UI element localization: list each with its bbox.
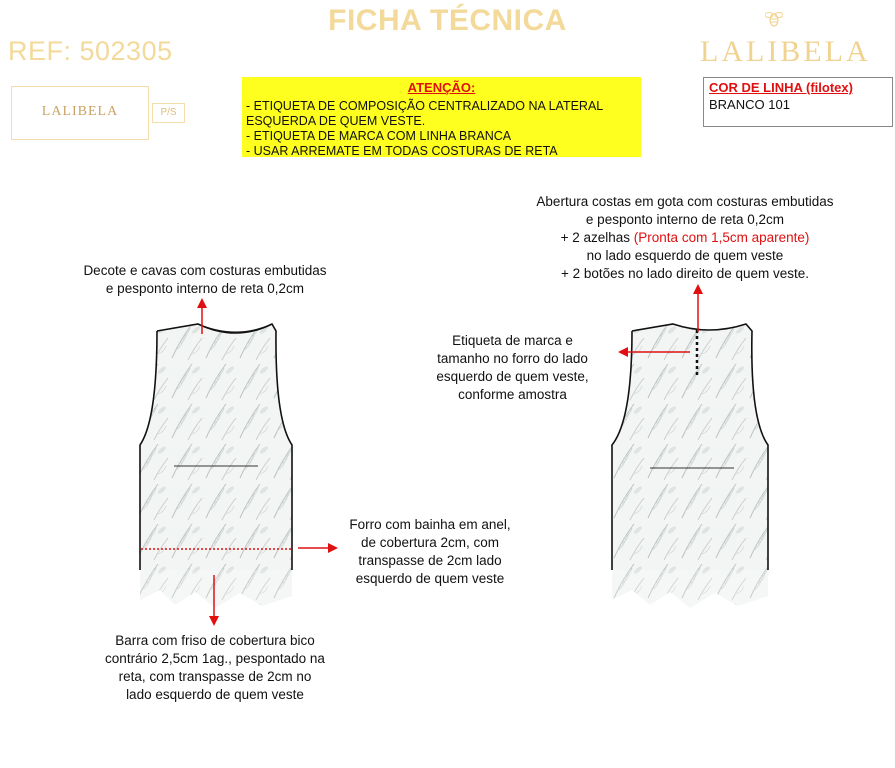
back-view	[612, 324, 768, 608]
thread-color-value: BRANCO 101	[709, 97, 790, 112]
note-line: Decote e cavas com costuras embutidas	[83, 263, 327, 278]
note-line: contrário 2,5cm 1ag., pespontado na	[105, 651, 325, 666]
note-line: Etiqueta de marca e	[452, 333, 573, 348]
note-line: Forro com bainha em anel,	[349, 517, 511, 532]
note-line: tamanho no forro do lado	[437, 351, 588, 366]
note-line: e pesponto interno de reta 0,2cm	[585, 212, 785, 227]
front-view	[140, 324, 292, 608]
neckline-note	[50, 262, 360, 298]
note-line: esquerdo de quem veste,	[436, 369, 589, 384]
note-line: e pesponto interno de reta 0,2cm	[105, 281, 305, 296]
attention-line: - ETIQUETA DE COMPOSIÇÃO CENTRALIZADO NA LATERAL	[246, 99, 604, 113]
note-line: transpasse de 2cm lado	[358, 553, 502, 568]
attention-line: ESQUERDA DE QUEM VESTE.	[246, 114, 426, 128]
back-opening-note	[505, 193, 865, 283]
note-line: no lado esquerdo de quem veste	[586, 248, 784, 263]
brand-logo: LALIBELA	[700, 35, 871, 68]
brand-label-note	[420, 332, 605, 404]
note-text: + 2 azelhas	[560, 230, 634, 245]
size-label-box: P/S	[152, 103, 185, 123]
attention-line: - USAR ARREMATE EM TODAS COSTURAS DE RETA	[246, 144, 558, 158]
hem-note	[70, 632, 360, 704]
note-line	[505, 229, 865, 247]
note-line: reta, com transpasse de 2cm no	[118, 669, 312, 684]
attention-line: - ETIQUETA DE MARCA COM LINHA BRANCA	[246, 129, 512, 143]
note-line: lado esquerdo de quem veste	[126, 687, 304, 702]
note-line: de cobertura 2cm, com	[360, 535, 500, 550]
note-line: conforme amostra	[458, 387, 567, 402]
thread-color-title: COR DE LINHA (filotex)	[709, 80, 853, 95]
note-highlight: (Pronta com 1,5cm aparente)	[633, 230, 810, 245]
note-line: esquerdo de quem veste	[355, 571, 505, 586]
page-title: FICHA TÉCNICA	[328, 4, 567, 37]
attention-title: ATENÇÃO:	[407, 80, 476, 95]
note-line: Barra com friso de cobertura bico	[115, 633, 315, 648]
note-line: + 2 botões no lado direito de quem veste.	[560, 266, 810, 281]
lining-note	[330, 516, 530, 588]
brand-label-text: LALIBELA	[41, 104, 119, 119]
note-line: Abertura costas em gota com costuras embutidas	[536, 194, 834, 209]
reference-code: REF: 502305	[8, 36, 173, 66]
